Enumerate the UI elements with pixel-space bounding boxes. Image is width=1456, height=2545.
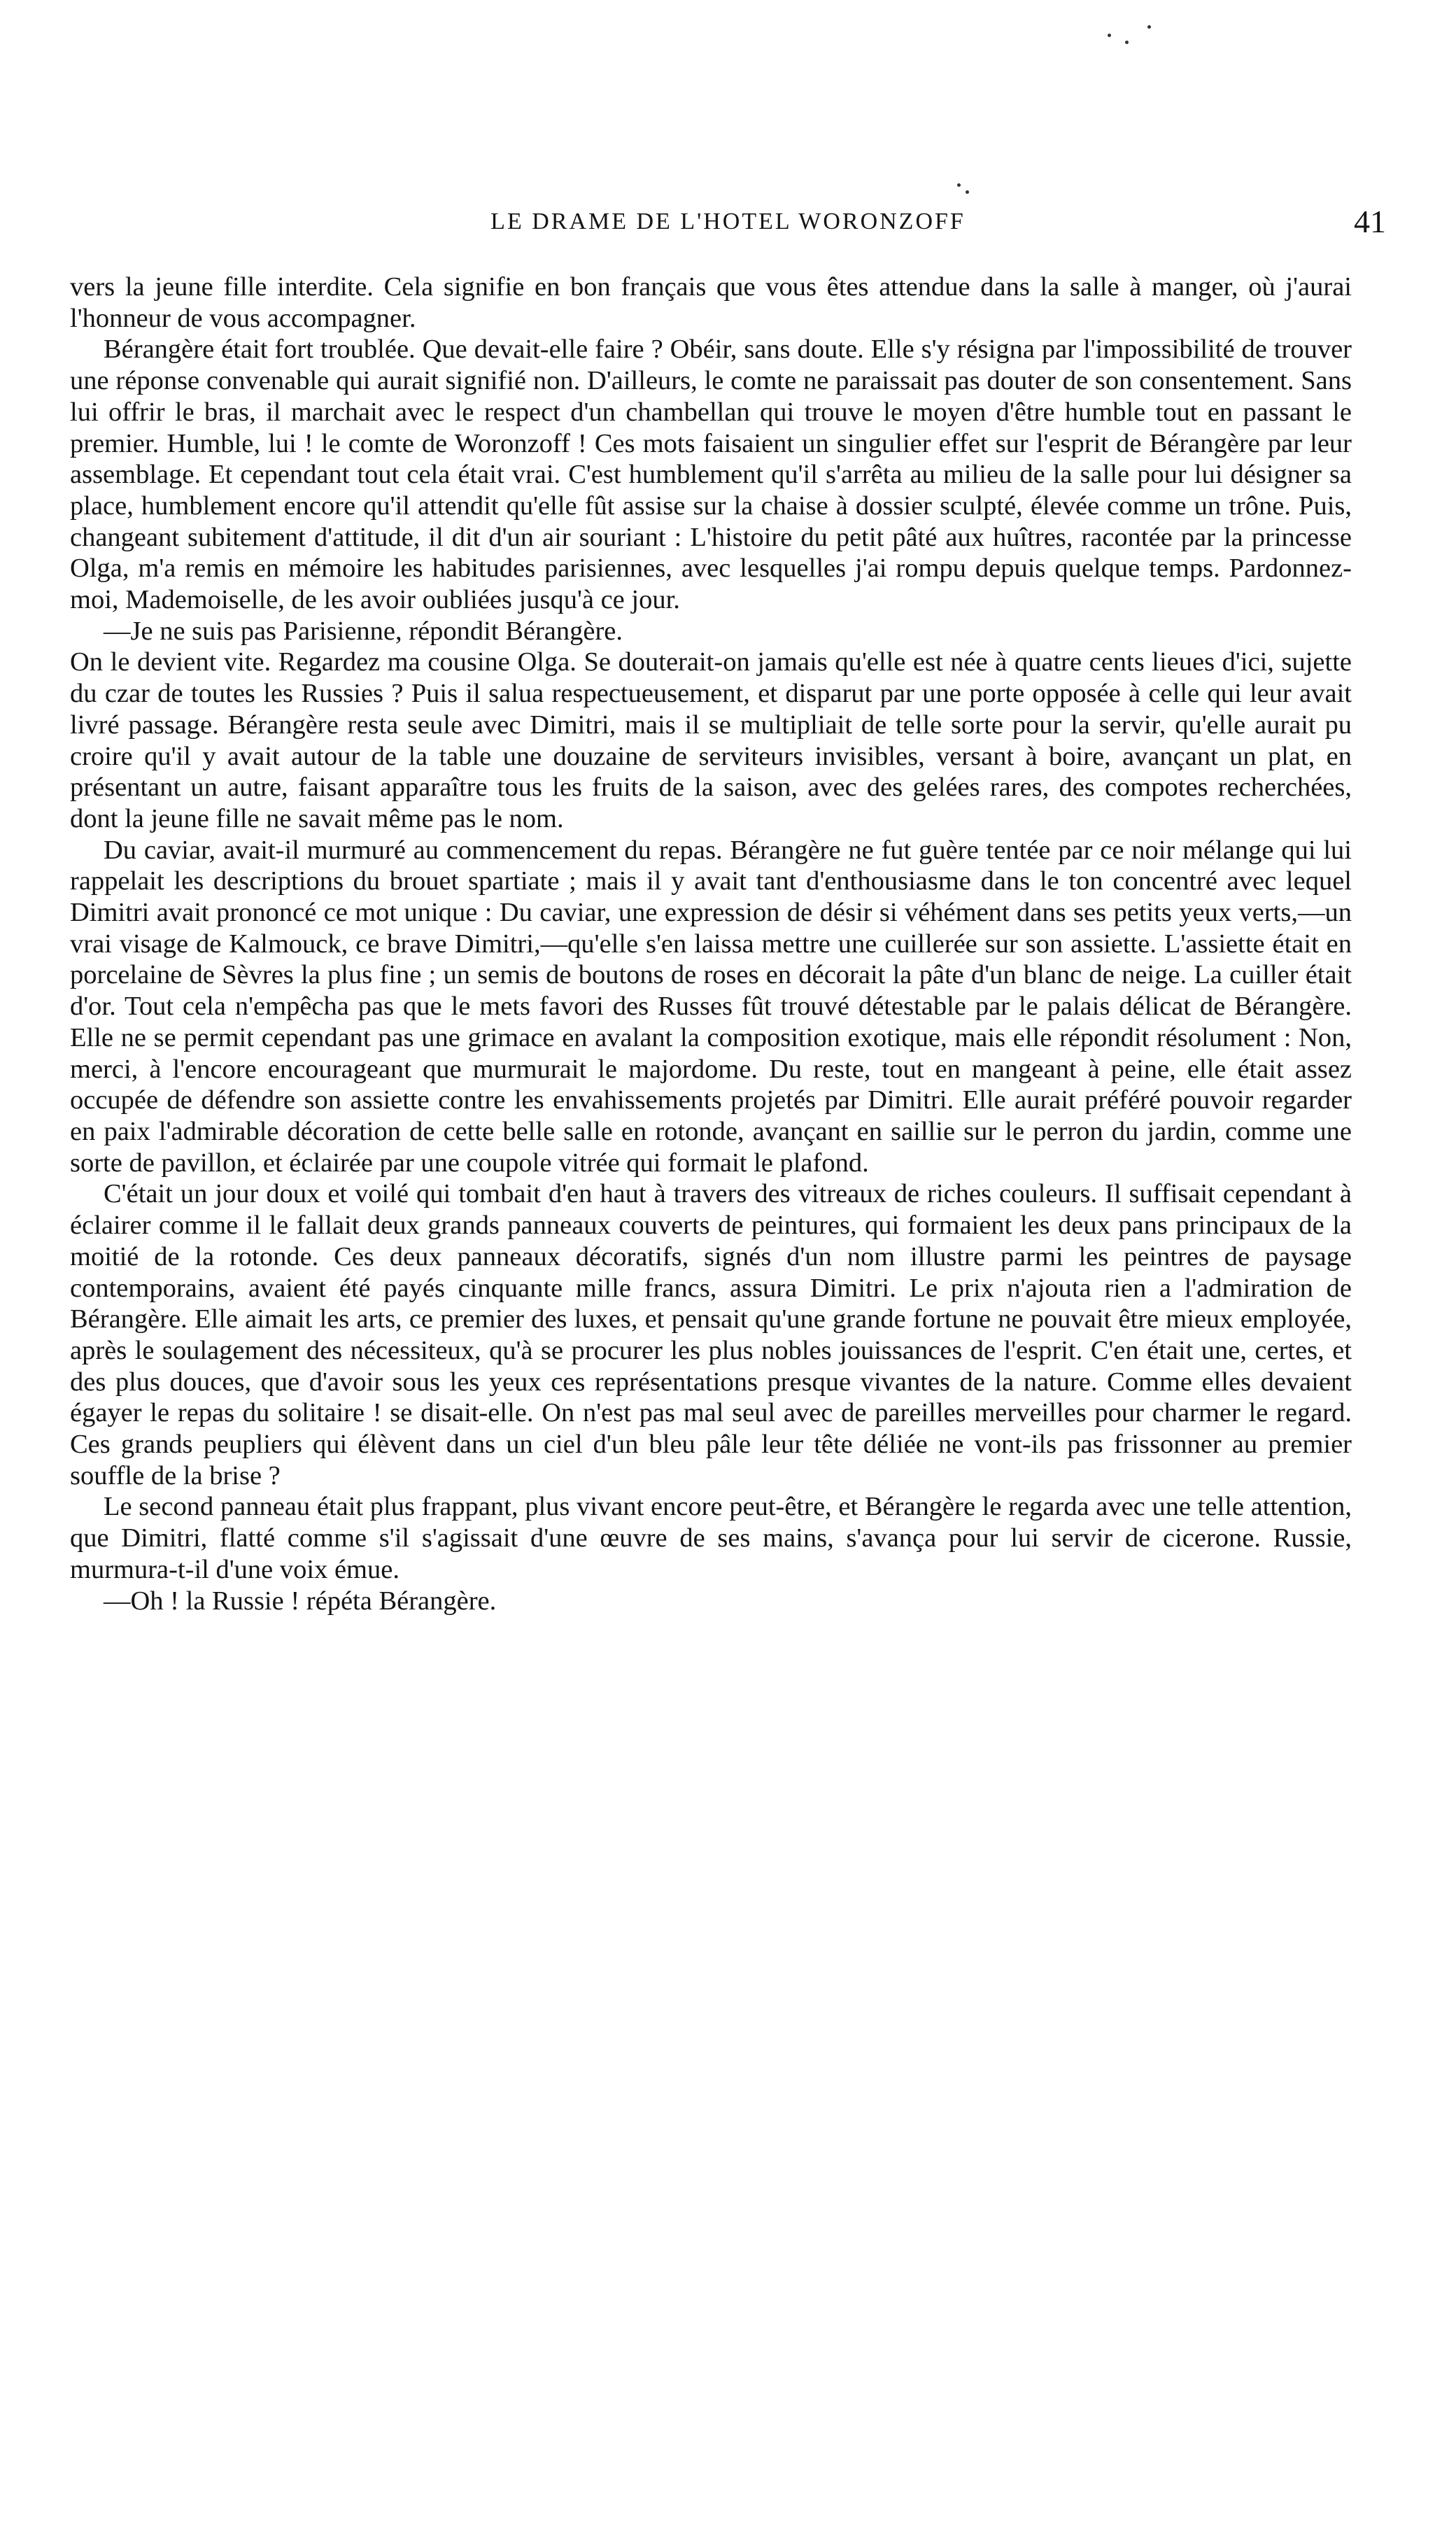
page-header [70,203,1386,245]
paragraph: On le devient vite. Regardez ma cousine Olga. Se douterait-on jamais qu'elle est née à quatre cents lieues d'ici, sujette du czar de toutes les Russies ? Puis il salua respectueusement, et disparut par une porte opposée à celle qui leur avait livré passage. Bérangère resta seule avec Dimitri, mais il se multipliait de telle sorte pour la servir, qu'elle aurait pu croire qu'il y avait autour de la table une douzaine de serviteurs invisibles, versant à boire, avançant un plat, en présentant un autre, faisant apparaître tous les fruits de la saison, avec des gelées rares, des compotes recherchées, dont la jeune fille ne savait même pas le nom. [70,647,1352,833]
paragraph: vers la jeune fille interdite. Cela signifie en bon français que vous êtes attendue dans la salle à manger, où j'aurai l'honneur de vous accompagner. [70,272,1352,333]
paragraph: C'était un jour doux et voilé qui tombait d'en haut à travers des vitreaux de riches couleurs. Il suffisait cependant à éclairer comme il le fallait deux grands panneaux couverts de peintures, qui formaient les deux pans principaux de la moitié de la rotonde. Ces deux panneaux décoratifs, signés d'un nom illustre parmi les peintres de paysage contemporains, avaient été payés cinquante mille francs, assura Dimitri. Le prix n'ajouta rien a l'admiration de Bérangère. Elle aimait les arts, ce premier des luxes, et pensait qu'une grande fortune ne pouvait être mieux employée, après le soulagement des nécessiteux, qu'à se procurer les plus nobles jouissances de l'esprit. C'en était une, certes, et des plus douces, que d'avoir sous les yeux ces représentations presque vivantes de la nature. Comme elles devaient égayer le repas du solitaire ! se disait-elle. On n'est pas mal seul avec de pareilles merveilles pour charmer le regard. Ces grands peupliers qui élèvent dans un ciel d'un bleu pâle leur tête déliée ne vont-ils pas frissonner au premier souffle de la brise ? [70,1179,1352,1490]
running-title: LE DRAME DE L'HOTEL WORONZOFF [490,209,966,234]
paragraph: —Je ne suis pas Parisienne, répondit Bérangère. [104,616,623,646]
print-speck [966,190,969,194]
body-text [70,272,1352,1616]
paragraph: Bérangère était fort troublée. Que devait-elle faire ? Obéir, sans doute. Elle s'y résigna par l'impossibilité de trouver une réponse convenable qui aurait signifié non. D'ailleurs, le comte ne paraissait pas douter de son consentement. Sans lui offrir le bras, il marchait avec le respect d'un chambellan qui trouve le moyen d'être humble tout en passant le premier. Humble, lui ! le comte de Woronzoff ! Ces mots faisaient un singulier effet sur l'esprit de Bérangère par leur assemblage. Et cependant tout cela était vrai. C'est humblement qu'il s'arrêta au milieu de la salle pour lui désigner sa place, humblement encore qu'il attendit qu'elle fût assise sur la chaise à dossier sculpté, élevée comme un trône. Puis, changeant subitement d'attitude, il dit d'un air souriant : L'histoire du petit pâté aux huîtres, racontée par la princesse Olga, m'a remis en mémoire les habitudes parisiennes, avec lesquelles j'ai rompu depuis quelque temps. Pardonnez-moi, Mademoiselle, de les avoir oubliées jusqu'à ce jour. [70,334,1352,615]
print-speck [1125,41,1129,44]
paragraph: Du caviar, avait-il murmuré au commencement du repas. Bérangère ne fut guère tentée par ce noir mélange qui lui rappelait les descriptions du brouet spartiate ; mais il y avait tant d'enthousiasme dans le ton concentré avec lequel Dimitri avait prononcé ce mot unique : Du caviar, une expression de désir si véhément dans ses petits yeux verts,—un vrai visage de Kalmouck, ce brave Dimitri,—qu'elle s'en laissa mettre une cuillerée sur son assiette. L'assiette était en porcelaine de Sèvres la plus fine ; un semis de boutons de roses en décorait la pâte d'un blanc de neige. La cuiller était d'or. Tout cela n'empêcha pas que le mets favori des Russes fût trouvé détestable par le palais délicat de Bérangère. Elle ne se permit cependant pas une grimace en avalant la composition exotique, mais elle répondit résolument : Non, merci, à l'encore encourageant que murmurait le majordome. Du reste, tout en mangeant à peine, elle était assez occupée de défendre son assiette contre les envahissements projetés par Dimitri. Elle aurait préféré pouvoir regarder en paix l'admirable décoration de cette belle salle en rotonde, avançant en saillie sur le perron du jardin, comme une sorte de pavillon, et éclairée par une coupole vitrée qui formait le plafond. [70,835,1352,1178]
paragraph: —Oh ! la Russie ! répéta Bérangère. [104,1586,497,1616]
print-speck [957,183,961,187]
paragraph: Le second panneau était plus frappant, plus vivant encore peut-être, et Bérangère le regarda avec une telle attention, que Dimitri, flatté comme s'il s'agissait d'une œuvre de ses mains, s'avança pour lui servir de cicerone. Russie, murmura-t-il d'une voix émue. [70,1492,1352,1584]
print-speck [1147,25,1151,29]
page-number: 41 [1354,204,1386,239]
print-speck [1108,34,1111,37]
